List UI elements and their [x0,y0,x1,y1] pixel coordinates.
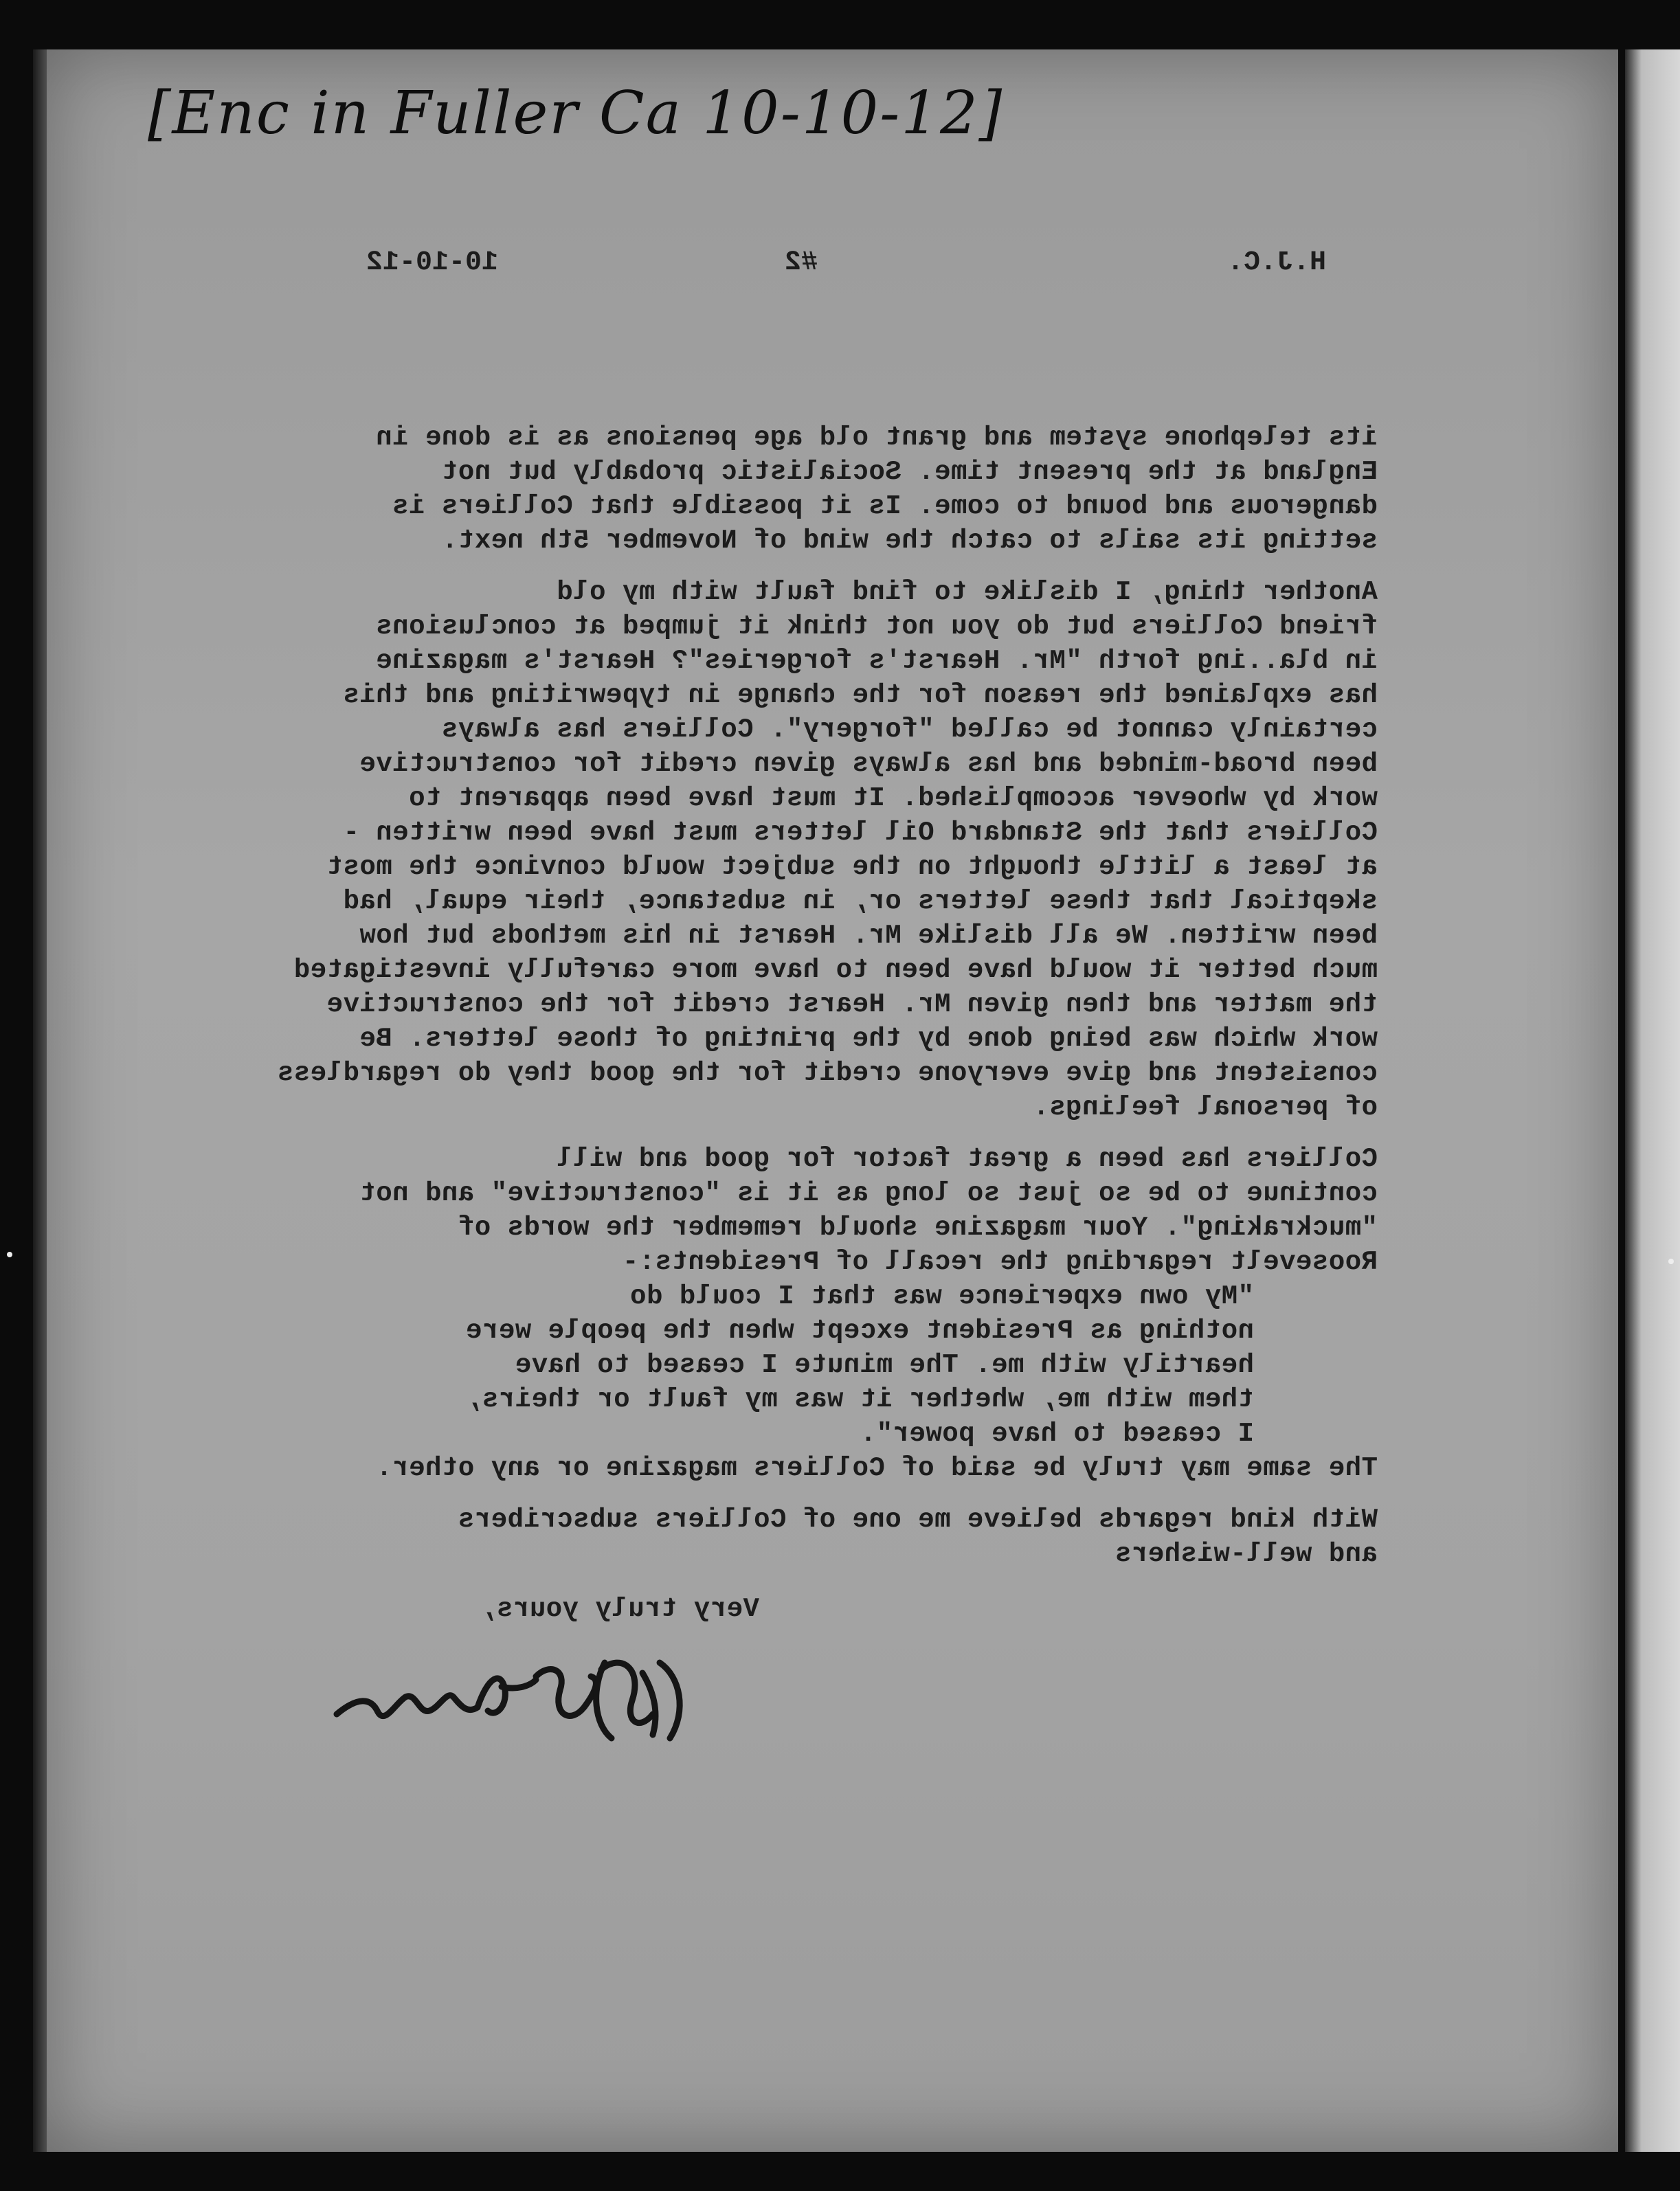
text-line: its telephone system and grant old age pensions as is done in [375,423,1378,453]
text-line: "muckraking". Your magazine should remember the words of [458,1213,1378,1243]
text-line: work which was being done by the printing of those letters. Be [359,1024,1378,1054]
text-line: Colliers that the Standard Oil letters must have been written - [343,818,1378,848]
text-line: continue to be so just so long as it is "constructive" and not [359,1178,1378,1209]
text-line: been broad-minded and has always given credit for constructive [359,749,1378,779]
text-line: certainly cannot be called "forgery". Colliers has always [441,715,1378,745]
text-line: Colliers has been a great factor for good and will [556,1144,1378,1174]
text-line: Another thing, I dislike to find fault with my old [556,577,1378,607]
text-line: much better it would have been to have more carefully investigated [293,955,1378,985]
text-line: England at the present time. Socialistic probably but not [441,457,1378,487]
text-line: the matter and then given Mr. Hearst credit for the constructive [326,989,1378,1020]
text-line: The same may truly be said of Colliers magazine or any other. [375,1453,1378,1483]
valediction: Very truly yours, [480,1594,759,1624]
text-line: at least a little thought on the subject would convince the most [326,852,1378,882]
handwritten-annotation: [Enc in Fuller Ca 10-10-12] [148,79,1004,148]
text-line: has explained the reason for the change in typewriting and this [343,680,1378,710]
text-line: dangerous and bound to come. Is it possible that Colliers is [392,491,1378,521]
text-line: work by whoever accomplished. It must have been apparent to [408,783,1378,813]
text-line: friend Colliers but do you not think it jumped at conclusions [375,611,1378,642]
header-date: 10-10-12 [366,247,498,278]
closing-line: and well-wishers [1115,1539,1378,1569]
text-line: Roosevelt regarding the recall of Presidents:- [622,1247,1378,1277]
quote-line: heartily with me. The minute I ceased to have [515,1350,1254,1380]
quote-line: nothing as President except when the people were [465,1316,1254,1346]
header-initials: H.J.C. [1227,247,1326,278]
header-page-number: #2 [784,247,818,278]
signature [330,1649,715,1745]
text-line: in bla..ing forth "Mr. Hearst's forgeries"? Hearst's magazine [375,646,1378,676]
text-line: of personal feelings. [1033,1092,1378,1123]
quote-line: them with me, whether it was my fault or theirs, [465,1384,1254,1415]
text-line: been written. We all dislike Mr. Hearst in his methods but how [359,921,1378,951]
text-line: consistent and give everyone credit for the good they do regardless [277,1058,1378,1088]
quote-line: I ceased to have power". [860,1419,1254,1449]
quote-line: "My own experience was that I could do [629,1281,1254,1312]
text-line: skeptical that these letters or, in substance, their equal, had [343,886,1378,917]
text-line: setting its sails to catch the wind of November 5th next. [441,526,1378,556]
closing-line: With kind regards believe me one of Colliers subscribers [458,1505,1378,1535]
